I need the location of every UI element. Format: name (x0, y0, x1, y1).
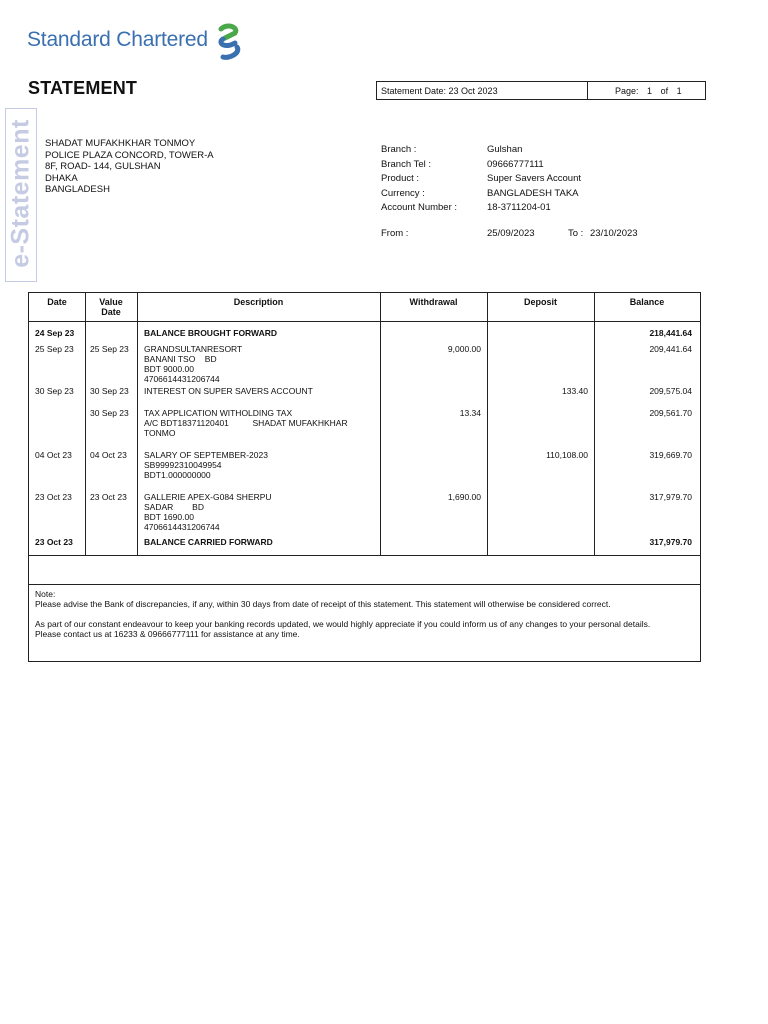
transactions-table (28, 292, 701, 585)
product-label: Product : (381, 173, 420, 184)
row-description: GALLERIE APEX-G084 SHERPU (144, 492, 272, 502)
row-withdrawal: 13.34 (459, 408, 481, 418)
note-line: Please contact us at 16233 & 09666777111 for assistance at any time. (35, 629, 300, 639)
row-value-date: 30 Sep 23 (90, 408, 129, 418)
row-description-detail: BDT 1690.00 (144, 512, 194, 522)
address-line: 8F, ROAD- 144, GULSHAN (45, 161, 161, 172)
address-line: DHAKA (45, 172, 78, 184)
note-line: Please advise the Bank of discrepancies, if any, within 30 days from date of receipt of this statement. This statement will otherwise be considered correct. (35, 599, 611, 609)
row-value-date: 30 Sep 23 (90, 386, 129, 396)
row-balance: 317,979.70 (649, 537, 692, 547)
standard-chartered-logo-icon (215, 23, 243, 63)
column-divider (137, 293, 138, 556)
row-description-detail: SB99992310049954 (144, 460, 222, 470)
e-statement-watermark (5, 108, 37, 282)
address-line: SHADAT MUFAKHKHAR TONMOY (45, 138, 196, 149)
row-balance: 319,669.70 (649, 450, 692, 460)
row-balance: 209,441.64 (649, 344, 692, 354)
watermark-text: e-Statement (6, 119, 35, 268)
customer-address (45, 138, 214, 196)
row-balance: 317,979.70 (649, 492, 692, 502)
row-description-detail: SADAR BD (144, 502, 204, 512)
row-date: 24 Sep 23 (35, 328, 75, 338)
header-value-date (85, 297, 137, 317)
column-divider (487, 293, 488, 556)
table-bottom-divider (29, 555, 700, 556)
currency-label: Currency : (381, 187, 425, 199)
header-description: Description (233, 297, 284, 307)
address-line: POLICE PLAZA CONCORD, TOWER-A (45, 149, 214, 161)
header-divider (29, 321, 700, 322)
row-description: INTEREST ON SUPER SAVERS ACCOUNT (144, 386, 313, 396)
to-label: To : (568, 228, 584, 239)
row-balance: 209,561.70 (649, 408, 692, 418)
divider (587, 82, 588, 99)
page-total: 1 (676, 86, 682, 96)
row-value-date: 23 Oct 23 (90, 492, 127, 502)
statement-info-box (376, 81, 706, 100)
row-withdrawal: 9,000.00 (447, 344, 481, 354)
page-indicator (615, 86, 688, 96)
from-date: 25/09/2023 (487, 228, 535, 239)
row-description: SALARY OF SEPTEMBER-2023 (144, 450, 268, 460)
row-value-date: 04 Oct 23 (90, 450, 127, 460)
row-description-detail: A/C BDT18371120401 SHADAT MUFAKHKHAR (144, 418, 348, 428)
row-deposit: 110,108.00 (546, 450, 588, 460)
page-of: of (660, 86, 669, 96)
header-deposit: Deposit (523, 297, 557, 307)
brand-name: Standard Chartered (27, 28, 208, 51)
branch-tel-value: 09666777111 (487, 158, 544, 170)
to-date: 23/10/2023 (590, 228, 638, 239)
row-date: 25 Sep 23 (35, 344, 74, 354)
page-title: STATEMENT (28, 78, 138, 98)
row-date: 04 Oct 23 (35, 450, 72, 460)
header-value-date-line1: Value (99, 297, 123, 307)
row-balance: 209,575.04 (649, 386, 692, 396)
row-date: 23 Oct 23 (35, 492, 72, 502)
row-description-detail: BDT1.000000000 (144, 470, 211, 480)
row-deposit: 133.40 (562, 386, 588, 396)
row-withdrawal: 1,690.00 (447, 492, 481, 502)
row-description-detail: 4706614431206744 (144, 374, 220, 384)
account-info-labels (381, 143, 457, 216)
account-info-values (487, 143, 581, 216)
row-description: TAX APPLICATION WITHOLDING TAX (144, 408, 293, 418)
notes-box (28, 584, 701, 662)
currency-value: BANGLADESH TAKA (487, 187, 579, 199)
column-divider (85, 293, 86, 556)
row-balance: 218,441.64 (649, 328, 692, 338)
branch-value: Gulshan (487, 144, 523, 155)
header-date: Date (47, 297, 67, 307)
row-value-date: 25 Sep 23 (90, 344, 129, 354)
header-balance: Balance (629, 297, 665, 307)
row-description-detail: BANANI TSO BD (144, 354, 217, 364)
row-date: 23 Oct 23 (35, 537, 73, 547)
header-withdrawal: Withdrawal (409, 297, 458, 307)
from-label: From : (381, 228, 409, 239)
row-description: GRANDSULTANRESORT (144, 344, 243, 354)
account-number-value: 18-3711204-01 (487, 202, 551, 213)
address-line: BANGLADESH (45, 184, 110, 195)
product-value: Super Savers Account (487, 173, 581, 184)
row-date: 30 Sep 23 (35, 386, 74, 396)
branch-label: Branch : (381, 144, 417, 155)
statement-date: Statement Date: 23 Oct 2023 (381, 86, 498, 96)
row-description: BALANCE CARRIED FORWARD (144, 537, 273, 547)
page-number: 1 (647, 86, 653, 96)
note-line: As part of our constant endeavour to keep your banking records updated, we would highly appreciate if you could inform us of any changes to your personal details. (35, 619, 651, 629)
account-number-label: Account Number : (381, 202, 458, 213)
page-label: Page: (615, 86, 639, 96)
branch-tel-label: Branch Tel : (381, 158, 431, 170)
row-description-detail: 4706614431206744 (144, 522, 220, 532)
column-divider (380, 293, 381, 556)
row-description-detail: BDT 9000.00 (144, 364, 194, 374)
note-label: Note: (35, 589, 56, 599)
row-description-detail: TONMO (144, 428, 176, 438)
row-description: BALANCE BROUGHT FORWARD (144, 328, 278, 338)
header-value-date-line2: Date (101, 307, 121, 317)
